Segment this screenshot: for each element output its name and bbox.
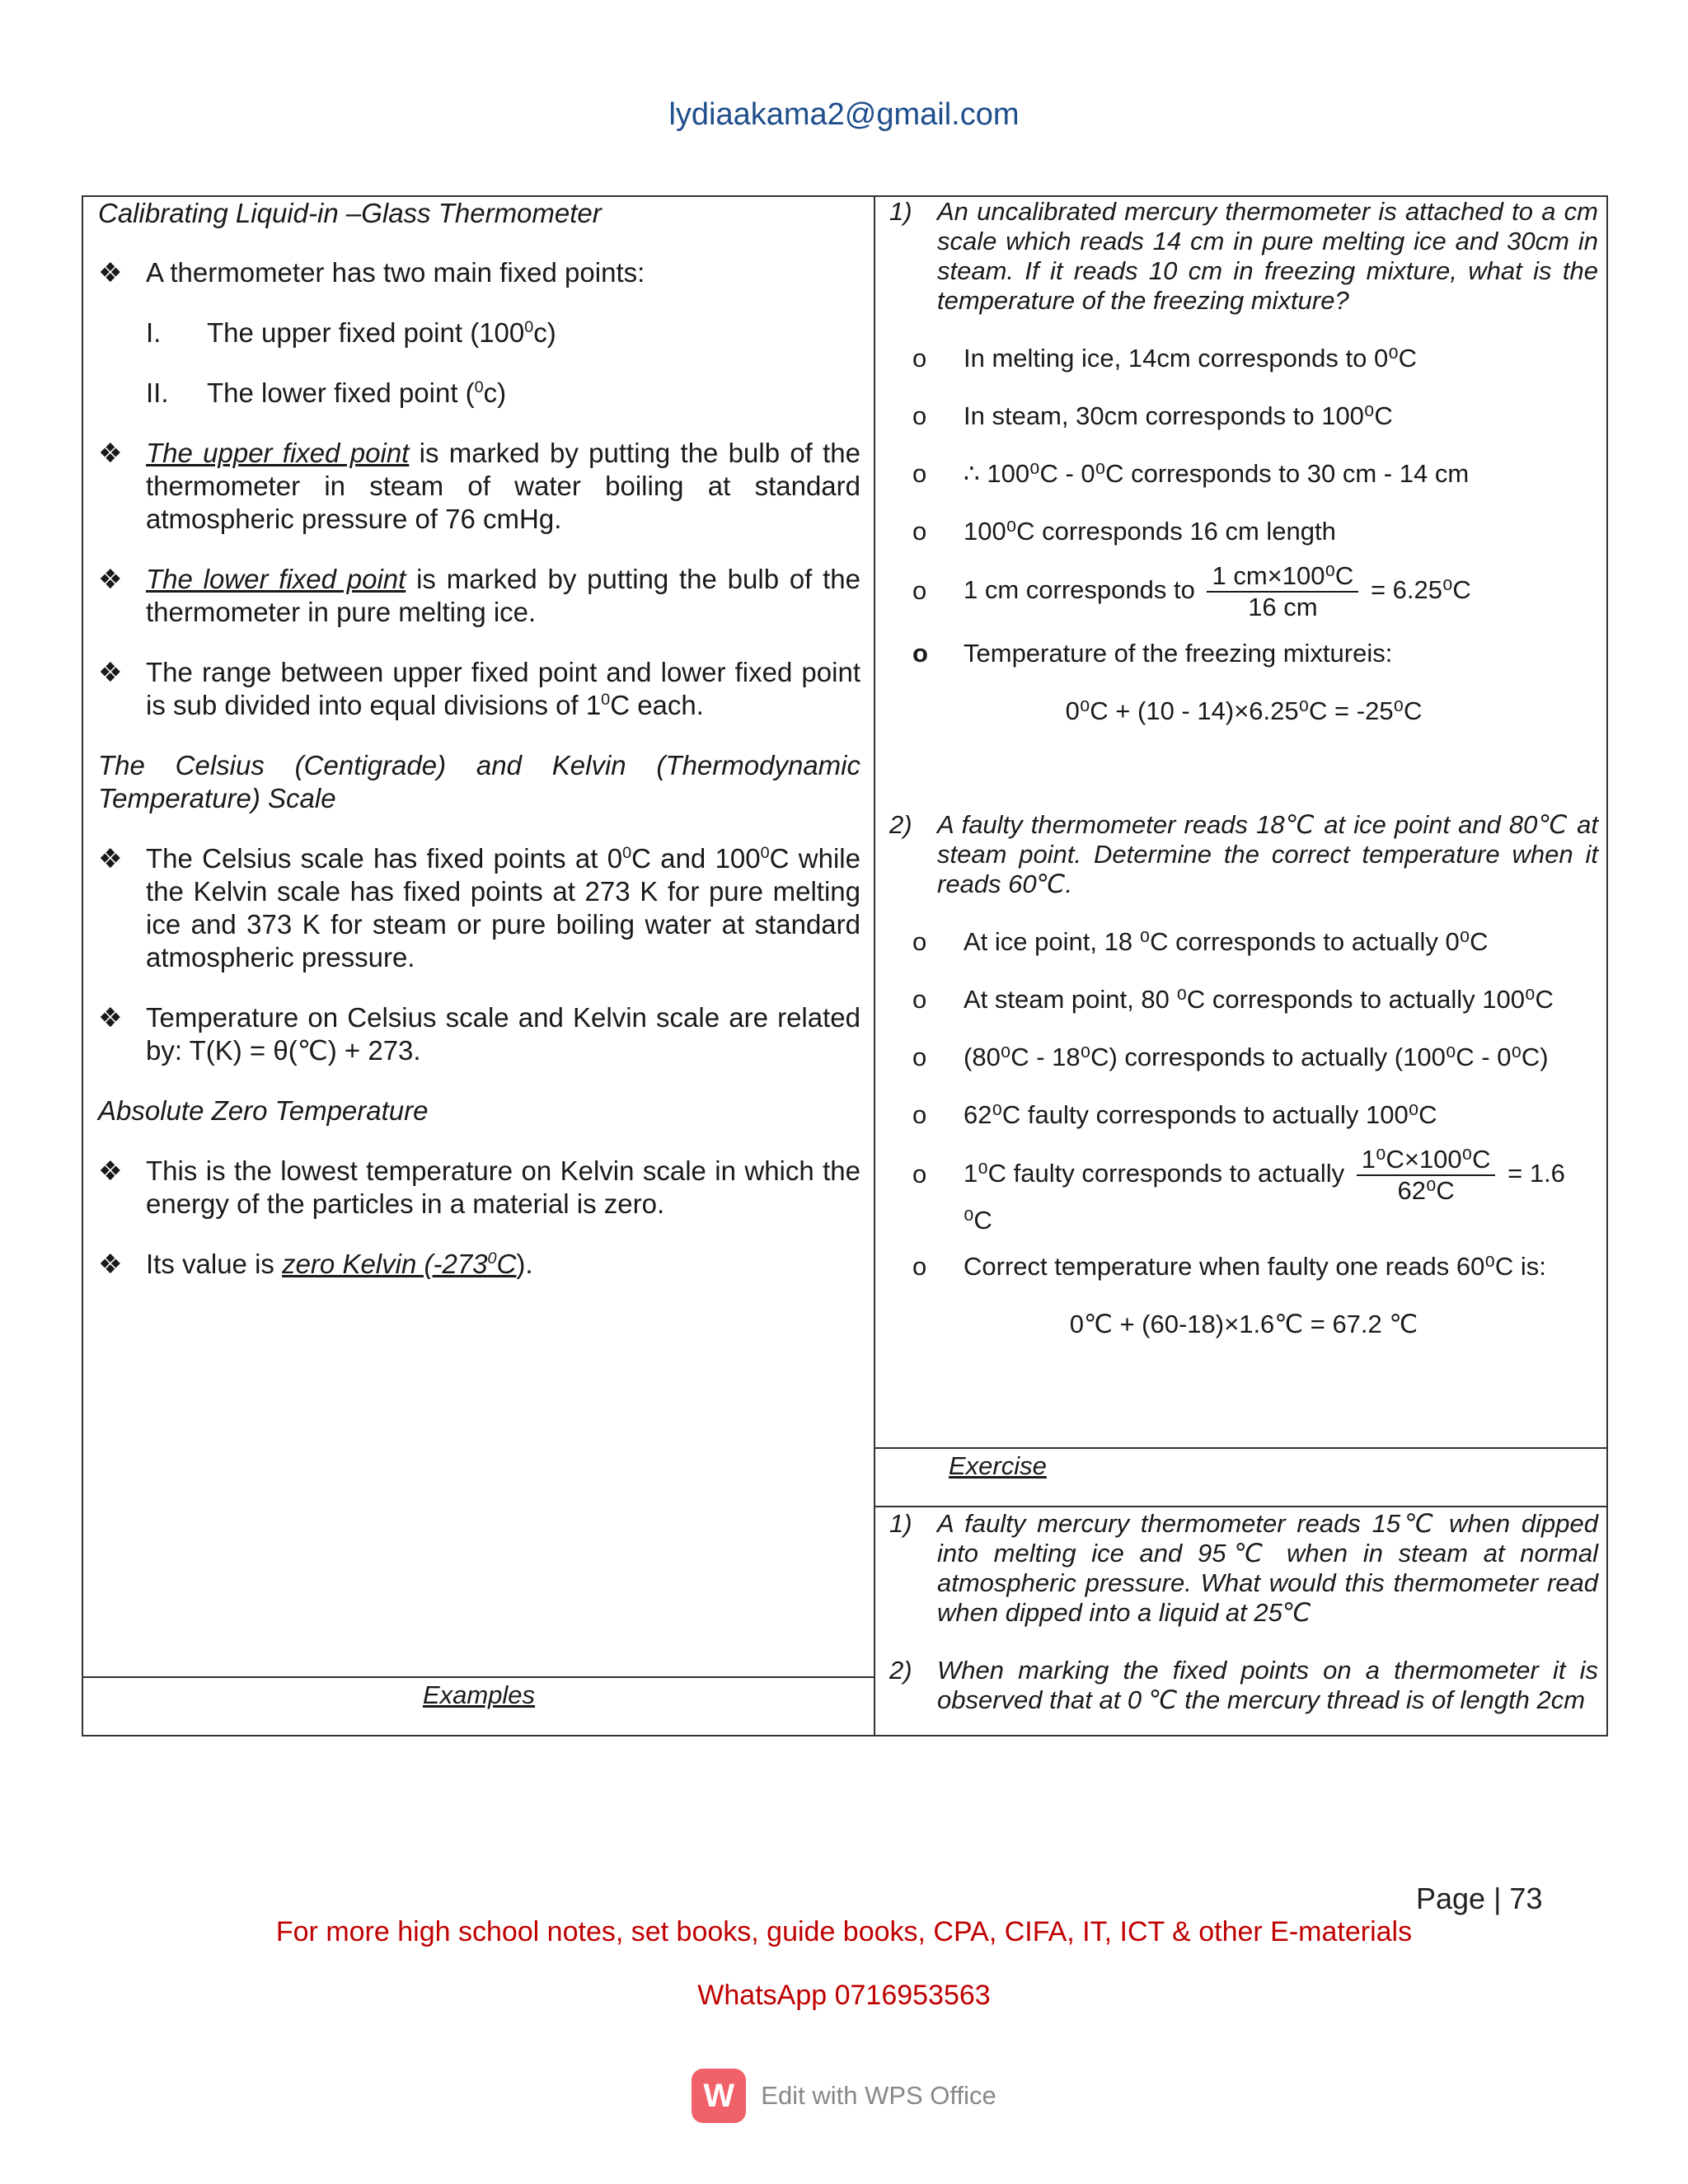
bullet-icon: ❖ [98,1249,123,1279]
roman-marker: II. [146,377,169,408]
bullet-zero-kelvin [98,1248,860,1281]
header-email: lydiaakama2@gmail.com [668,97,1020,132]
heading-celsius-kelvin: The Celsius (Centigrade) and Kelvin (Thermodynamic Temperature) Scale [98,750,860,813]
step-text: Correct temperature when faulty one reads 60⁰C is: [964,1252,1546,1281]
step-item [889,639,1598,668]
page-number: Page | 73 [1416,1882,1543,1915]
roman-text: The upper fixed point (100 [207,317,525,348]
step-item [889,459,1598,489]
bullet-text: The Celsius scale has fixed points at 0 [146,843,623,874]
question-number: 2) [889,1656,912,1685]
fraction-denominator: 62⁰C [1397,1176,1455,1205]
fraction-denominator: 16 cm [1248,593,1318,621]
step-text: 100⁰C corresponds 16 cm length [964,517,1336,546]
question-number: 1) [889,197,912,226]
bullet-relation [98,1001,860,1067]
column-divider [874,197,875,1735]
bullet-icon: ❖ [98,1002,123,1033]
bullet-text: Temperature on Celsius scale and Kelvin scale are related by: T(K) = θ(℃) + 273. [146,1002,860,1066]
step-text: 62⁰C faulty corresponds to actually 100⁰C [964,1100,1437,1129]
step-text: ∴ 100⁰C - 0⁰C corresponds to 30 cm - 14 cm [964,459,1470,488]
right-column [889,197,1598,1339]
step-item [889,1043,1598,1072]
step-item [889,927,1598,957]
bullet-upper-fixed-point [98,437,860,536]
step-item [889,1100,1598,1130]
left-column [98,197,860,1281]
superscript: 0 [760,844,770,862]
exercise-top-divider [874,1447,1608,1449]
bullet-lower-fixed-point [98,563,860,629]
step-item-fraction [889,1145,1598,1235]
bullet-icon: ❖ [98,257,123,288]
term-lower-fixed-point: The lower fixed point [146,564,406,594]
roman-marker: I. [146,317,162,348]
fraction-numerator: 1⁰C×100⁰C [1357,1145,1496,1176]
term-zero-kelvin: zero Kelvin (-273 [282,1249,488,1279]
bullet-two-fixed-points [98,256,860,289]
term-zero-kelvin: C [496,1249,517,1279]
fraction-numerator: 1 cm×100⁰C [1207,561,1358,593]
step-item [889,344,1598,373]
exercise-bottom-divider [874,1506,1608,1507]
list-marker: o [912,401,927,430]
list-marker: o [912,927,927,956]
exercise-column [889,1509,1598,1715]
list-marker: o [912,985,927,1014]
bullet-text: is marked by putting the bulb of the thermometer in steam of water boiling at standard atmospheric pressure of 76 cmHg. [146,438,861,534]
examples-label: Examples [422,1680,536,1709]
term-upper-fixed-point: The upper fixed point [146,438,410,468]
roman-text: c) [533,317,556,348]
bullet-icon: ❖ [98,657,123,687]
list-marker: o [912,1043,927,1071]
question-text: A faulty thermometer reads 18℃ at ice point and 80℃ at steam point. Determine the correct temperature when it reads 60℃. [937,810,1598,898]
step-text: In melting ice, 14cm corresponds to 0⁰C [964,344,1418,373]
list-marker: o [912,459,927,488]
heading-calibrating: Calibrating Liquid-in –Glass Thermometer [98,198,602,228]
question-text: An uncalibrated mercury thermometer is attached to a cm scale which reads 14 cm in pure melting ice and 30cm in steam. If it reads 10 cm in freezing mixture, what is the temperature of the freezing mixture? [937,197,1598,315]
roman-item-lower [98,377,860,410]
examples-divider [83,1676,874,1678]
wps-edit-badge[interactable] [0,2069,1688,2123]
bullet-text: C each. [610,690,704,720]
step-item [889,1252,1598,1282]
bullet-text: This is the lowest temperature on Kelvin scale in which the energy of the particles in a material is zero. [146,1155,860,1219]
step-text: At ice point, 18 ⁰C corresponds to actually 0⁰C [964,927,1489,956]
bullet-text: C while the Kelvin scale has fixed points at 273 K for pure melting ice and 373 K for steam or pure boiling water at standard atmospheric pressure. [146,843,860,972]
bullet-text: A thermometer has two main fixed points: [146,257,645,288]
wps-edit-text: Edit with WPS Office [761,2081,996,2110]
bullet-text: ). [516,1249,533,1279]
roman-text: The lower fixed point ( [207,377,475,408]
bullet-icon: ❖ [98,1155,123,1186]
question-text: When marking the fixed points on a thermometer it is observed that at 0 ℃ the mercury thread is of length 2cm [937,1656,1598,1714]
exercise-question-1 [889,1509,1598,1628]
step-item [889,985,1598,1015]
equation: 0⁰C + (10 - 14)×6.25⁰C = -25⁰C [1065,696,1423,725]
superscript: 0 [487,1249,497,1268]
step-item [889,517,1598,546]
step-text: At steam point, 80 ⁰C corresponds to actually 100⁰C [964,985,1554,1014]
bullet-icon: ❖ [98,564,123,594]
list-marker: o [912,639,928,668]
step-text: = 1.6 ⁰C [964,1159,1565,1235]
roman-item-upper [98,316,860,349]
list-marker: o [912,576,927,605]
roman-text: c) [483,377,507,408]
step-text: = 6.25⁰C [1370,575,1471,605]
bullet-text: The range between upper fixed point and lower fixed point is sub divided into equal divisions of 1 [146,657,860,720]
wps-logo-icon: W [692,2069,746,2123]
superscript: 0 [524,318,534,336]
step-item [889,401,1598,431]
fraction [1207,561,1358,622]
example-question-1 [889,197,1598,316]
question-number: 2) [889,810,912,839]
list-marker: o [912,517,927,546]
bullet-text: is marked by putting the bulb of the thermometer in pure melting ice. [146,564,861,627]
step-text: Temperature of the freezing mixtureis: [964,639,1393,668]
content-table [82,195,1608,1736]
bullet-icon: ❖ [98,438,123,468]
exercise-label: Exercise [949,1451,1047,1480]
bullet-icon: ❖ [98,843,123,874]
promo-text: For more high school notes, set books, guide books, CPA, CIFA, IT, ICT & other E-materials [275,1916,1413,1947]
bullet-lowest-temperature [98,1155,860,1221]
equation: 0℃ + (60-18)×1.6℃ = 67.2 ℃ [1069,1310,1418,1338]
superscript: 0 [601,691,611,709]
list-marker: o [912,1252,927,1281]
bullet-text: Its value is [146,1249,283,1279]
step-text: In steam, 30cm corresponds to 100⁰C [964,401,1393,430]
bullet-celsius-scale [98,842,860,974]
heading-absolute-zero: Absolute Zero Temperature [98,1095,429,1126]
list-marker: o [912,1160,927,1188]
list-marker: o [912,1100,927,1129]
question-number: 1) [889,1509,912,1538]
example-question-2 [889,810,1598,899]
step-text: 1 cm corresponds to [964,575,1195,605]
superscript: 0 [474,378,484,396]
bullet-text: C and 100 [631,843,761,874]
bullet-range [98,656,860,722]
fraction [1357,1145,1496,1206]
exercise-question-2 [889,1656,1598,1715]
question-text: A faulty mercury thermometer reads 15℃ when dipped into melting ice and 95℃ when in steam at normal atmospheric pressure. What would this thermometer read when dipped into a liquid at 25℃ [937,1509,1598,1627]
whatsapp-text: WhatsApp 0716953563 [697,1980,991,2011]
step-text: 1⁰C faulty corresponds to actually [964,1159,1345,1188]
list-marker: o [912,344,927,373]
superscript: 0 [622,844,632,862]
step-item-fraction [889,561,1598,622]
step-text: (80⁰C - 18⁰C) corresponds to actually (100⁰C - 0⁰C) [964,1043,1549,1071]
